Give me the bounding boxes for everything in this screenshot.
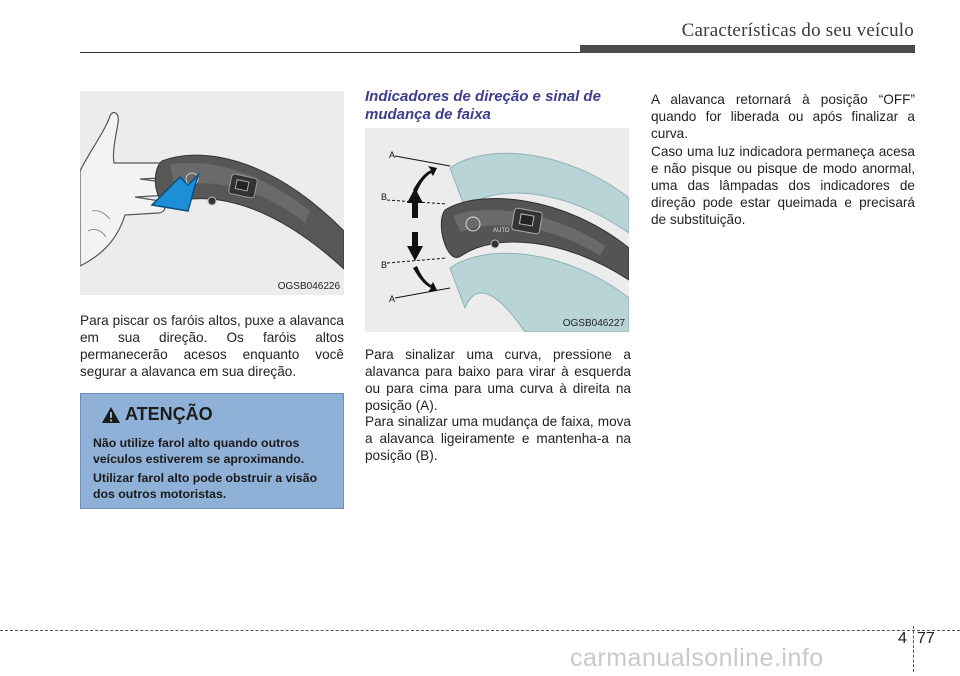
warning-box	[80, 393, 344, 509]
chapter-number: 4	[898, 630, 907, 647]
page-header-title: Características do seu veículo	[681, 20, 914, 41]
figure-code: OGSB046227	[562, 318, 625, 329]
warning-paragraph-2: Utilizar farol alto pode obstruir a visão dos outros motoristas.	[93, 471, 318, 501]
high-beam-paragraph: Para piscar os faróis altos, puxe a alavanca em sua direção. Os faróis altos permanecerão acesos enquanto você segurar a alavanca em sua direção.	[80, 313, 344, 379]
footer-rule	[0, 630, 960, 631]
warning-triangle-icon	[101, 406, 121, 424]
stalk-hand-illustration	[80, 91, 344, 295]
turn-signal-paragraph-2: Para sinalizar uma mudança de faixa, mova a alavanca ligeiramente e mantenha-a na posição (B).	[365, 414, 631, 463]
label-a-top: A	[389, 150, 396, 160]
label-b-bottom: B	[381, 260, 388, 270]
warning-title	[93, 404, 331, 425]
section-heading: Indicadores de direção e sinal de mudança de faixa	[365, 88, 601, 123]
header-rule-thin	[80, 52, 580, 53]
turn-signal-illustration	[365, 128, 629, 332]
figure-turn-signal	[365, 128, 629, 332]
label-a-bottom: A	[389, 294, 396, 304]
turn-signal-paragraph-1: Para sinalizar uma curva, pressione a alavanca para baixo para virar à esquerda ou para cima para uma curva à direita na posição (A).	[365, 347, 631, 413]
page-number: 77	[917, 630, 935, 647]
watermark: carmanualsonline.info	[570, 644, 824, 672]
figure-high-beam-flash	[80, 91, 344, 295]
auto-label: AUTO	[493, 228, 510, 234]
header-rule-thick	[580, 45, 915, 53]
footer-divider	[913, 626, 914, 672]
label-b-top: B	[381, 192, 388, 202]
warning-paragraph-1: Não utilize farol alto quando outros veículos estiverem se aproximando.	[93, 436, 305, 466]
warning-title-text: ATENÇÃO	[125, 404, 213, 424]
indicator-fault-paragraph: Caso uma luz indicadora permaneça acesa e não pisque ou pisque de modo anormal, uma das lâmpadas dos indicadores de direção pode estar queimada e precisará de substituição.	[651, 144, 915, 227]
figure-code: OGSB046226	[277, 281, 340, 292]
return-off-paragraph: A alavanca retornará à posição “OFF” quando for liberada ou após finalizar a curva.	[651, 92, 915, 141]
